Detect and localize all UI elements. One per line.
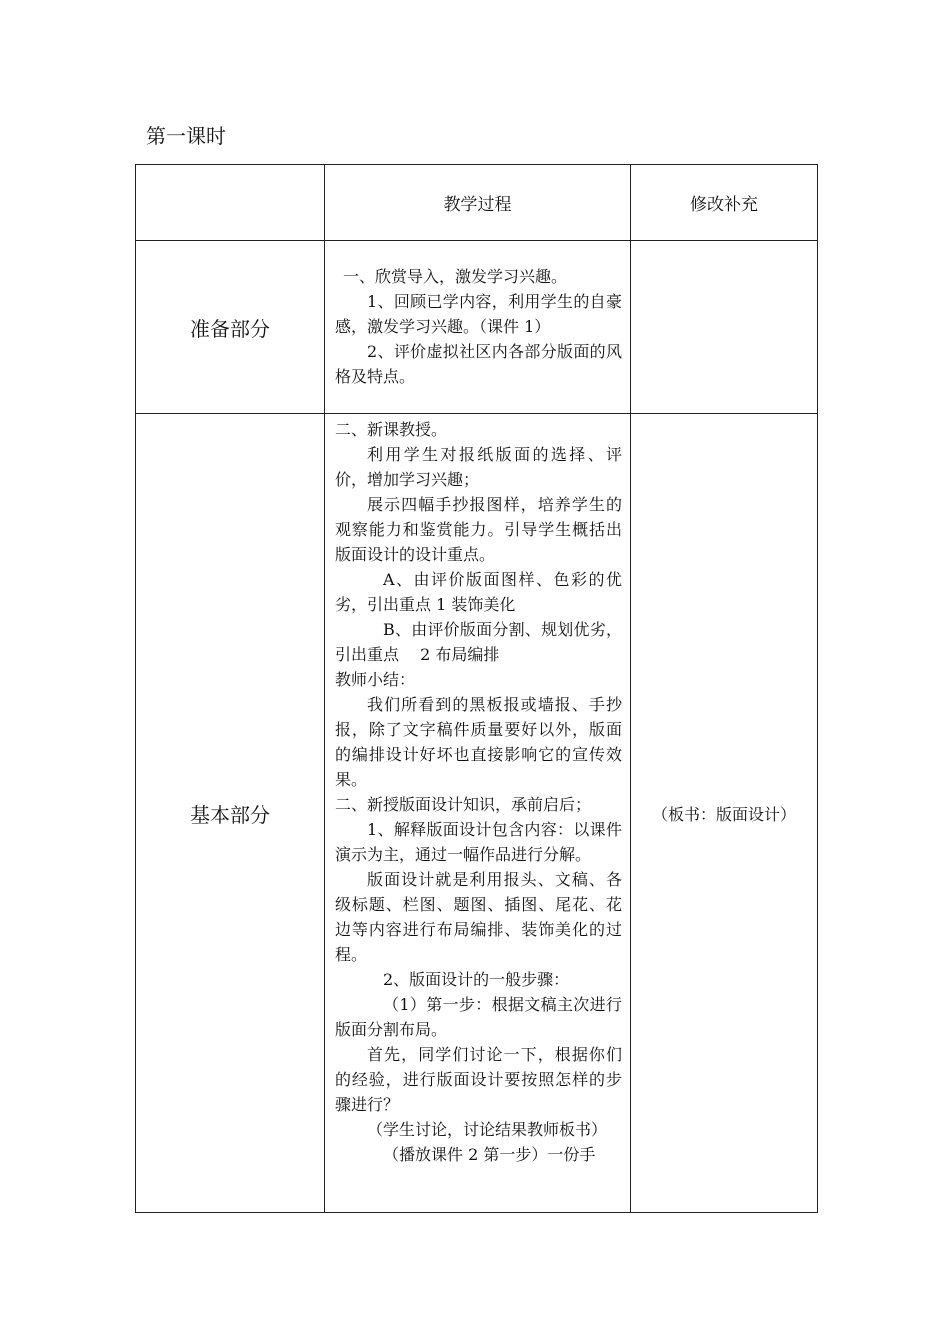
table-header-row (136, 165, 818, 241)
basic-label: 基本部分 (136, 414, 325, 1213)
process-line: B、由评价版面分割、规划优劣，引出重点 2 布局编排 (335, 620, 622, 664)
process-line: 2、评价虚拟社区内各部分版面的风格及特点。 (335, 341, 622, 386)
process-line: （学生讨论，讨论结果教师板书） (367, 1120, 608, 1139)
lesson-plan-table (135, 164, 818, 1213)
basic-row (136, 414, 818, 1213)
preparation-note-cell (631, 241, 818, 414)
preparation-label: 准备部分 (136, 241, 325, 414)
header-teaching-process: 教学过程 (325, 165, 631, 241)
process-line: 一、欣赏导入，激发学习兴趣。 (343, 266, 568, 286)
process-line: 首先，同学们讨论一下，根据你们的经验，进行版面设计要按照怎样的步骤进行？ (335, 1045, 622, 1114)
process-line: 2、版面设计的一般步骤： (383, 970, 570, 989)
basic-process-cell (325, 414, 631, 1213)
lesson-period-title: 第一课时 (146, 124, 226, 148)
process-line: 1、回顾已学内容，利用学生的自豪感，激发学习兴趣。（课件 1） (335, 291, 622, 336)
process-line: 版面设计就是利用报头、文稿、各级标题、栏图、题图、插图、尾花、花边等内容进行布局编排、装饰美化的过程。 (335, 870, 622, 964)
header-revision-notes: 修改补充 (631, 165, 818, 241)
process-line: （1）第一步：根据文稿主次进行版面分割布局。 (335, 995, 622, 1039)
process-line: 利用学生对报纸版面的选择、评价，增加学习兴趣； (335, 445, 622, 489)
basic-note-cell: （板书：版面设计） (631, 414, 818, 1213)
process-line: 教师小结： (335, 670, 416, 689)
process-line: 1、解释版面设计包含内容：以课件演示为主，通过一幅作品进行分解。 (335, 820, 622, 864)
header-blank-cell (136, 165, 325, 241)
process-line: 二、新课教授。 (335, 420, 448, 439)
process-line: 我们所看到的黑板报或墙报、手抄报，除了文字稿件质量要好以外，版面的编排设计好坏也直接影响它的宣传效果。 (335, 695, 622, 789)
process-line: （播放课件 2 第一步）一份手 (383, 1145, 596, 1164)
process-line: 二、新授版面设计知识，承前启后； (335, 795, 592, 814)
preparation-row (136, 241, 818, 414)
process-line: A、由评价版面图样、色彩的优劣，引出重点 1 装饰美化 (335, 570, 622, 614)
process-line: 展示四幅手抄报图样，培养学生的观察能力和鉴赏能力。引导学生概括出版面设计的设计重点。 (335, 495, 622, 564)
preparation-process-cell (325, 241, 631, 414)
